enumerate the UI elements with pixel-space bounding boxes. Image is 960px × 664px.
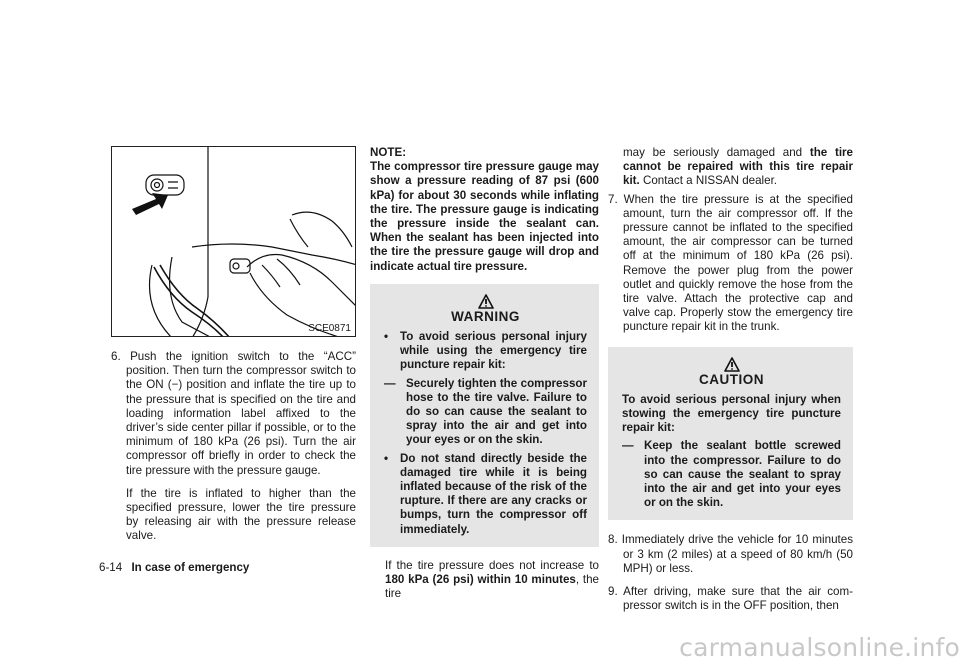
step-8-text: Immediately drive the vehicle for 10 minutes or 3 km (2 miles) at a speed of 80 km/h (50 MPH) or less. bbox=[621, 533, 853, 575]
cont-part-2: Contact a NISSAN dealer. bbox=[639, 174, 778, 188]
step-6-number: 6. bbox=[111, 350, 121, 363]
cont-bold: the tire cannot be repaired with this tire repair kit. bbox=[623, 146, 853, 188]
note-text: The compressor tire pressure gauge may show a pressure reading of 87 psi (600 kPa) for about 30 seconds while inflating the tire. The pressure gauge is indicating the pressure inside the sealant can. When the sealant has been injected into the tire the pressure gauge will drop and indicate actual tire pressure. bbox=[370, 160, 599, 273]
warning-bullet-2-text: Do not stand directly beside the damaged tire while it is being inflated because of the risk of the rupture. If there are any cracks or bumps, turn the compressor off immediately. bbox=[400, 451, 587, 536]
step-6 bbox=[111, 350, 356, 478]
warning-triangle-icon bbox=[478, 294, 494, 309]
warning-bullet-1-text: To avoid serious personal injury while using the emergency tire puncture repair kit: bbox=[400, 330, 587, 372]
compressor-illustration bbox=[112, 147, 356, 337]
warning-sub-1-text: Securely tighten the compressor hose to the tire valve. Failure to do so can cause the sealant to spray into the air and get into your eyes or on the skin. bbox=[406, 376, 587, 447]
page-number: 6-14 bbox=[99, 561, 123, 574]
caution-box bbox=[608, 347, 853, 521]
column-middle bbox=[370, 146, 599, 601]
step-9-text: After driving, make sure that the air com- pressor switch is in the OFF position, then bbox=[623, 585, 853, 613]
step-9 bbox=[608, 585, 853, 613]
after-warning-text bbox=[370, 559, 599, 602]
cont-part-1: may be seriously damaged and bbox=[623, 146, 810, 159]
warning-sub-1: — Securely tighten the compressor hose to the tire valve. Failure to do so can cause the sealant to spray into the air and get into your eyes or on the skin. bbox=[384, 376, 587, 447]
step-8-number: 8. bbox=[608, 533, 618, 547]
note-title: NOTE: bbox=[370, 146, 407, 159]
warning-header bbox=[384, 294, 587, 324]
page-footer bbox=[99, 561, 249, 574]
column-left bbox=[111, 350, 356, 544]
warning-box bbox=[370, 284, 599, 547]
step-7 bbox=[608, 193, 853, 335]
illustration-figure bbox=[111, 146, 356, 337]
step-6-note: If the tire is inflated to higher than the specified pressure, lower the tire pressure by releasing air with the pressure release valve. bbox=[126, 486, 356, 543]
section-title: In case of emergency bbox=[131, 561, 250, 574]
warning-bullet-2: • Do not stand directly beside the damaged tire while it is being inflated because of the risk of the rupture. If there are any cracks or bumps, turn the compressor off immediately. bbox=[384, 451, 587, 536]
step-6-text: Push the ignition switch to the “ACC” position. Then turn the compressor switch to the ON (−) position and inflate the tire up to the pressure that is specified on the tire and loading information label affixed to the driver’s side center pillar if possible, or to the minimum of 180 kPa (26 psi). Turn the air compressor off briefly in order to check the tire pressure with the pressure gauge. bbox=[126, 350, 356, 477]
continued-text bbox=[608, 146, 853, 189]
after-text-part-2: , the tire bbox=[385, 573, 599, 601]
caution-sub-1-text: Keep the sealant bottle screwed into the compressor. Failure to do so can cause the sealant to spray into the air and get into your eyes or on the skin. bbox=[644, 439, 841, 510]
caution-sub-1: — Keep the sealant bottle screwed into the compressor. Failure to do so can cause the sealant to spray into the air and get into your eyes or on the skin. bbox=[622, 439, 841, 510]
after-text-bold: 180 kPa (26 psi) within 10 minutes bbox=[385, 573, 576, 587]
caution-title: CAUTION bbox=[699, 371, 764, 387]
figure-caption: SCE0871 bbox=[308, 323, 351, 334]
step-7-number: 7. bbox=[608, 192, 618, 206]
caution-intro: To avoid serious personal injury when stowing the emergency tire puncture repair kit: bbox=[622, 392, 841, 435]
watermark: carmanualsonline.info bbox=[679, 633, 960, 662]
warning-title: WARNING bbox=[451, 308, 520, 324]
column-right bbox=[608, 146, 853, 613]
after-text-part-1: If the tire pressure does not increase to bbox=[385, 558, 599, 572]
warning-triangle-icon bbox=[724, 357, 740, 372]
step-9-number: 9. bbox=[608, 585, 618, 599]
step-8 bbox=[608, 533, 853, 576]
step-7-text: When the tire pressure is at the specified amount, turn the air compressor off. If the pressure cannot be inflated to the specified amount, the air compressor can be turned off at the minimum of 180 kPa (26 psi). Remove the power plug from the power outlet and quickly remove the hose from the tire valve. Attach the protective cap and valve cap. Properly stow the emergency tire puncture repair kit in the trunk. bbox=[623, 192, 853, 334]
warning-bullet-1: • To avoid serious personal injury while using the emergency tire puncture repair kit: bbox=[384, 330, 587, 372]
caution-header bbox=[622, 357, 841, 387]
